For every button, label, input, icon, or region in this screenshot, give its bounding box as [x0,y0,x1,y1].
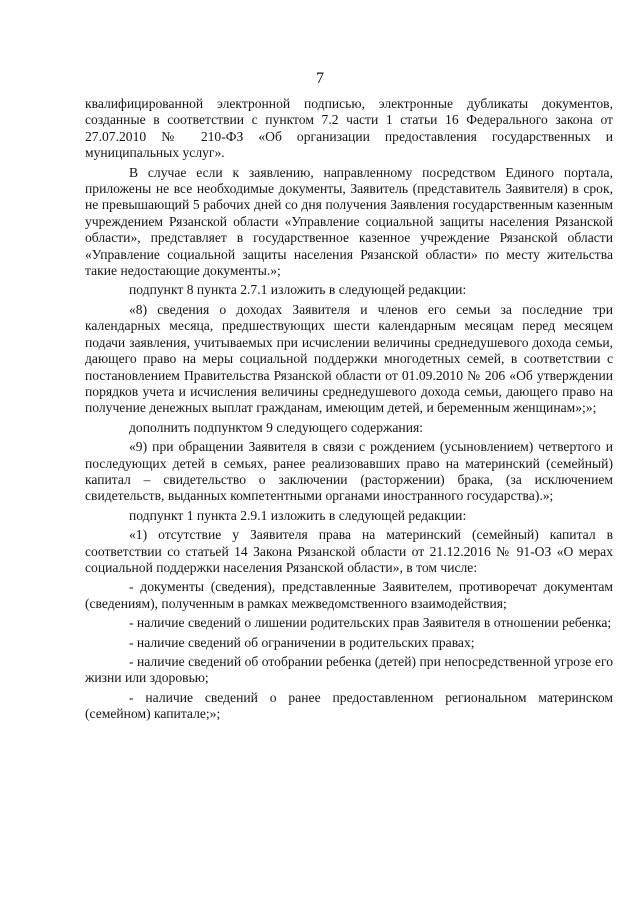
paragraph-amend-2-9-1: подпункт 1 пункта 2.9.1 изложить в следующей редакции: [129,507,467,523]
paragraph-add-item-9: дополнить подпунктом 9 следующего содержания: [129,419,424,435]
paragraph-continuation: квалифицированной электронной подписью, электронные дубликаты документов, созданные в соответствии с пунктом 7.2 части 1 статьи 16 Федерального закона от 27.07.2010 № 210-ФЗ «Об организации предоставления государственных и муниципальных услуг». [85,96,613,161]
list-item-restriction: - наличие сведений об ограничении в родительских правах; [129,634,475,650]
paragraph-missing-documents: В случае если к заявлению, направленному посредством Единого портала, приложены не все необходимые документы, Заявитель (представитель Заявителя) в срок, не превышающий 5 рабочих дней со дня получения Заявления государственным казенным учреждением Рязанской области «Управление социальной защиты населения Рязанской области», представляет в государственное казенное учреждение Рязанской области «Управление социальной защиты населения Рязанской области» по месту жительства такие недостающие документы.»; [85,164,613,279]
paragraph-item-1: «1) отсутствие у Заявителя права на материнский (семейный) капитал в соответствии со статьей 14 Закона Рязанской области от 21.12.2016 № 91-ОЗ «О мерах социальной поддержки населения Рязанской области», в том числе: [85,527,613,575]
list-item-regional-capital: - наличие сведений о ранее предоставленном региональном материнском (семейном) капитале;»; [85,689,613,722]
list-item-deprivation: - наличие сведений о лишении родительских прав Заявителя в отношении ребенка; [129,615,612,631]
paragraph-amend-2-7-1: подпункт 8 пункта 2.7.1 изложить в следующей редакции: [129,282,467,298]
list-item-removal: - наличие сведений об отобрании ребенка (детей) при непосредственной угрозе его жизни или здоровью; [85,654,613,686]
paragraph-item-9: «9) при обращении Заявителя в связи с рождением (усыновлением) четвертого и последующих детей в семьях, ранее реализовавших право на материнский (семейный) капитал – свидетельство о заключении (расторжении) брака, (за исключением свидетельств, выданных компетентными органами иностранного государства).»; [85,439,613,504]
list-item-contradiction: - документы (сведения), представленные Заявителем, противоречат документам (сведениям), полученным в рамках межведомственного взаимодействия; [85,579,613,611]
document-body [85,96,613,723]
paragraph-item-8: «8) сведения о доходах Заявителя и членов его семьи за последние три календарных месяца, предшествующих шести календарным месяцам перед месяцем подачи заявления, учитываемых при исчислении величины среднедушевого дохода семьи, дающего право на меры социальной поддержки многодетных семей, в соответствии с постановлением Правительства Рязанской области от 01.09.2010 № 206 «Об утверждении порядков учета и исчисления величины среднедушевого дохода семьи, дающего право на получение денежных выплат гражданам, имеющим детей, и беременным женщинам»;»; [85,301,613,416]
page-number: 7 [316,70,324,87]
